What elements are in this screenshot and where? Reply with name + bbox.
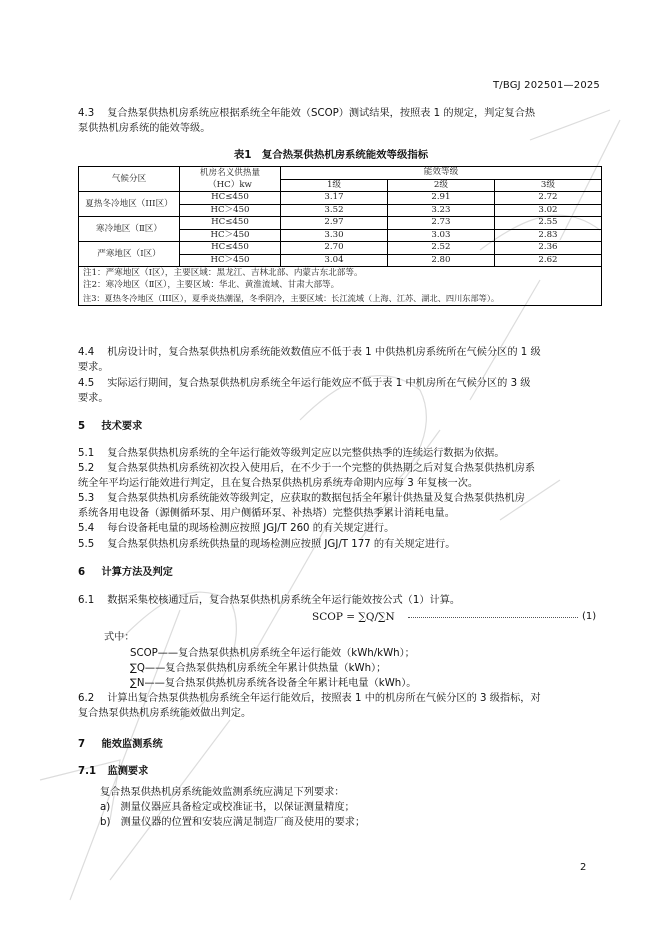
capacity-cell: HC≤450 — [180, 192, 281, 205]
clause-6-2 — [78, 692, 541, 706]
clause-4-3 — [78, 107, 535, 121]
clause-5-3 — [78, 492, 525, 506]
subsection-title: 监测要求 — [107, 766, 149, 777]
clause-5-2 — [78, 462, 535, 476]
header-grade-3: 3级 — [494, 179, 601, 192]
clause-number: 4.3 — [78, 108, 95, 119]
clause-number: 4.4 — [78, 347, 95, 358]
clause-text: 实际运行期间，复合热泵供热机房系统全年运行能效应不低于表 1 中机房所在气候分区的 3 级 — [107, 378, 531, 389]
clause-5-4 — [78, 522, 394, 536]
clause-text: 每台设备耗电量的现场检测应按照 JGJ/T 260 的有关规定进行。 — [107, 523, 395, 534]
value-cell: 2.83 — [494, 229, 601, 242]
value-cell: 2.91 — [387, 192, 494, 205]
requirements-intro: 复合热泵供热机房系统能效监测系统应满足下列要求： — [100, 787, 345, 798]
clause-text: 复合热泵供热机房系统能效等级判定，应获取的数据包括全年累计供热量及复合热泵供热机房 — [107, 493, 525, 504]
formula-number: (1) — [582, 611, 597, 622]
clause-4-4 — [78, 346, 541, 360]
clause-number: 4.5 — [78, 378, 95, 389]
capacity-cell: HC＞450 — [180, 204, 281, 217]
where-item-q: ∑Q——复合热泵供热机房系统全年累计供热量（kWh）； — [130, 663, 387, 674]
clause-text: 数据采集校核通过后，复合热泵供热机房系统全年运行能效按公式（1）计算。 — [107, 595, 461, 606]
zone-name: 夏热冬冷地区（III区） — [79, 192, 180, 217]
table-row — [79, 192, 602, 205]
clause-5-3-cont: 系统各用电设备（源侧循环泵、用户侧循环泵、补热塔）完整供热季累计消耗电量。 — [78, 508, 455, 519]
clause-number: 5.2 — [78, 463, 95, 474]
value-cell: 3.04 — [281, 254, 388, 267]
value-cell: 2.80 — [387, 254, 494, 267]
page-number: 2 — [580, 862, 587, 873]
section-number: 5 — [78, 421, 86, 432]
requirement-a: a) 测量仪器应具备检定或校准证书，以保证测量精度； — [100, 802, 355, 813]
zone-name: 严寒地区（Ⅰ区） — [79, 242, 180, 267]
efficiency-grade-table — [78, 166, 602, 306]
value-cell: 3.17 — [281, 192, 388, 205]
clause-4-5 — [78, 377, 530, 391]
header-grade-1: 1级 — [281, 179, 388, 192]
clause-number: 6.2 — [78, 693, 95, 704]
section-number: 7 — [78, 739, 86, 750]
clause-number: 5.5 — [78, 539, 95, 550]
section-7-heading — [78, 738, 163, 752]
table-row — [79, 217, 602, 230]
header-capacity-line2: （HC）kw — [208, 180, 252, 190]
value-cell: 2.72 — [494, 192, 601, 205]
subsection-7-1-heading — [78, 765, 148, 779]
clause-4-5-cont: 要求。 — [78, 393, 109, 404]
formula-leader-dots — [408, 617, 578, 618]
clause-number: 5.1 — [78, 448, 95, 459]
header-zone: 气候分区 — [79, 167, 180, 192]
header-capacity-line1: 机房名义供热量 — [199, 168, 261, 178]
value-cell: 2.62 — [494, 254, 601, 267]
capacity-cell: HC＞450 — [180, 229, 281, 242]
value-cell: 2.97 — [281, 217, 388, 230]
value-cell: 2.55 — [494, 217, 601, 230]
table-row — [79, 242, 602, 255]
where-item-scop: SCOP——复合热泵供热机房系统全年运行能效（kWh/kWh）； — [130, 648, 415, 659]
subsection-number: 7.1 — [78, 766, 97, 777]
document-code: T/BGJ 202501—2025 — [492, 80, 600, 91]
capacity-cell: HC≤450 — [180, 242, 281, 255]
value-cell: 3.03 — [387, 229, 494, 242]
clause-4-4-cont: 要求。 — [78, 362, 109, 373]
section-title: 技术要求 — [101, 421, 143, 432]
value-cell: 2.70 — [281, 242, 388, 255]
clause-number: 6.1 — [78, 595, 95, 606]
table-caption: 表1 复合热泵供热机房系统能效等级指标 — [233, 149, 429, 161]
value-cell: 2.52 — [387, 242, 494, 255]
where-item-n: ∑N——复合热泵供热机房系统各设备全年累计耗电量（kWh）。 — [130, 678, 417, 689]
table-note-2: 注2：寒冷地区（Ⅱ区），主要区域：华北、黄淮流域、甘肃大部等。 — [79, 280, 602, 293]
section-5-heading — [78, 420, 142, 434]
clause-text: 复合热泵供热机房系统初次投入使用后，在不少于一个完整的供热期之后对复合热泵供热机房系 — [107, 463, 536, 474]
clause-5-1 — [78, 447, 505, 461]
clause-text: 计算出复合热泵供热机房系统全年运行能效后，按照表 1 中的机房所在气候分区的 3 级指标，对 — [107, 693, 541, 704]
section-title: 计算方法及判定 — [101, 567, 173, 578]
section-6-heading — [78, 566, 173, 580]
value-cell: 3.30 — [281, 229, 388, 242]
value-cell: 3.23 — [387, 204, 494, 217]
scop-formula: SCOP = ∑Q/∑N — [312, 611, 395, 623]
clause-5-5 — [78, 538, 455, 552]
table-note-3: 注3：夏热冬冷地区（III区），夏季炎热潮湿，冬季阴冷，主要区域：长江流域（上海、江苏、湖北、四川东部等）。 — [79, 292, 602, 305]
header-grade-2: 2级 — [387, 179, 494, 192]
capacity-cell: HC＞450 — [180, 254, 281, 267]
value-cell: 2.73 — [387, 217, 494, 230]
header-grade: 能效等级 — [281, 167, 602, 180]
header-capacity — [180, 167, 281, 192]
where-label: 式中： — [104, 632, 135, 643]
clause-4-3-cont: 泵供热机房系统的能效等级。 — [78, 123, 211, 134]
table-note-1: 注1：严寒地区（Ⅰ区），主要区域：黑龙江、吉林北部、内蒙古东北部等。 — [79, 267, 602, 280]
clause-6-2-cont: 复合热泵供热机房系统能效做出判定。 — [78, 708, 252, 719]
section-number: 6 — [78, 567, 86, 578]
value-cell: 3.52 — [281, 204, 388, 217]
clause-number: 5.4 — [78, 523, 95, 534]
value-cell: 2.36 — [494, 242, 601, 255]
clause-5-2-cont: 统全年平均运行能效进行判定，且在复合热泵供热机房系统寿命期内应每 3 年复核一次。 — [78, 478, 479, 489]
clause-number: 5.3 — [78, 493, 95, 504]
clause-text: 复合热泵供热机房系统的全年运行能效等级判定应以完整供热季的连续运行数据为依据。 — [107, 448, 505, 459]
clause-text: 机房设计时，复合热泵供热机房系统能效数值应不低于表 1 中供热机房系统所在气候分区的 1 级 — [107, 347, 541, 358]
clause-6-1 — [78, 594, 460, 608]
requirement-b: b) 测量仪器的位置和安装应满足制造厂商及使用的要求； — [100, 817, 366, 828]
section-title: 能效监测系统 — [101, 739, 163, 750]
zone-name: 寒冷地区（Ⅱ区） — [79, 217, 180, 242]
capacity-cell: HC≤450 — [180, 217, 281, 230]
clause-text: 复合热泵供热机房系统应根据系统全年能效（SCOP）测试结果，按照表 1 的规定，判定复合热 — [107, 108, 536, 119]
clause-text: 复合热泵供热机房系统供热量的现场检测应按照 JGJ/T 177 的有关规定进行。 — [107, 539, 456, 550]
value-cell: 3.02 — [494, 204, 601, 217]
